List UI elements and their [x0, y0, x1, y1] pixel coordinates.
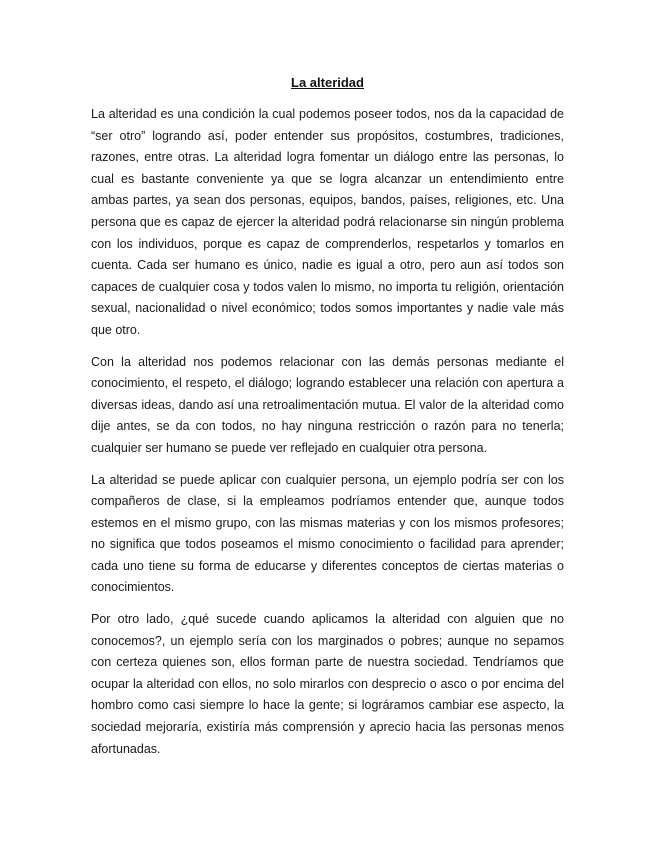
paragraph-4: Por otro lado, ¿qué sucede cuando aplicamos la alteridad con alguien que no conocemos?, un ejemplo sería con los marginados o pobres; aunque no sepamos con certeza quienes son, ellos forman parte de nuestra sociedad. Tendríamos que ocupar la alteridad con ellos, no solo mirarlos con desprecio o asco o por encima del hombro como casi siempre lo hace la gente; si lográramos cambiar ese aspecto, la sociedad mejoraría, existiría más comprensión y aprecio hacia las personas menos afortunadas.: [91, 612, 564, 756]
paragraph-1: La alteridad es una condición la cual podemos poseer todos, nos da la capacidad de “ser otro” logrando así, poder entender sus propósitos, costumbres, tradiciones, razones, entre otras. La alteridad logra fomentar un diálogo entre las personas, lo cual es bastante conveniente ya que se logra alcanzar un entendimiento entre ambas partes, ya sean dos personas, equipos, bandos, países, religiones, etc. Una persona que es capaz de ejercer la alteridad podrá relacionarse sin ningún problema con los individuos, porque es capaz de comprenderlos, respetarlos y tomarlos en cuenta. Cada ser humano es único, nadie es igual a otro, pero aun así todos son capaces de cualquier cosa y todos valen lo mismo, no importa tu religión, orientación sexual, nacionalidad o nivel económico; todos somos importantes y nadie vale más que otro.: [91, 107, 564, 337]
document-body: [91, 104, 564, 770]
paragraph-3: La alteridad se puede aplicar con cualquier persona, un ejemplo podría ser con los compañeros de clase, si la empleamos podríamos entender que, aunque todos estemos en el mismo grupo, con las mismas materias y con los mismos profesores; no significa que todos poseamos el mismo conocimiento o facilidad para aprender; cada uno tiene su forma de educarse y diferentes conceptos de ciertas materias o conocimientos.: [91, 472, 564, 595]
paragraph-2: Con la alteridad nos podemos relacionar con las demás personas mediante el conocimiento, el respeto, el diálogo; logrando establecer una relación con apertura a diversas ideas, dando así una retroalimentación mutua. El valor de la alteridad como dije antes, se da con todos, no hay ninguna restricción o razón para no tenerla; cualquier ser humano se puede ver reflejado en cualquier otra persona.: [91, 354, 564, 455]
document-title: La alteridad: [291, 75, 364, 90]
